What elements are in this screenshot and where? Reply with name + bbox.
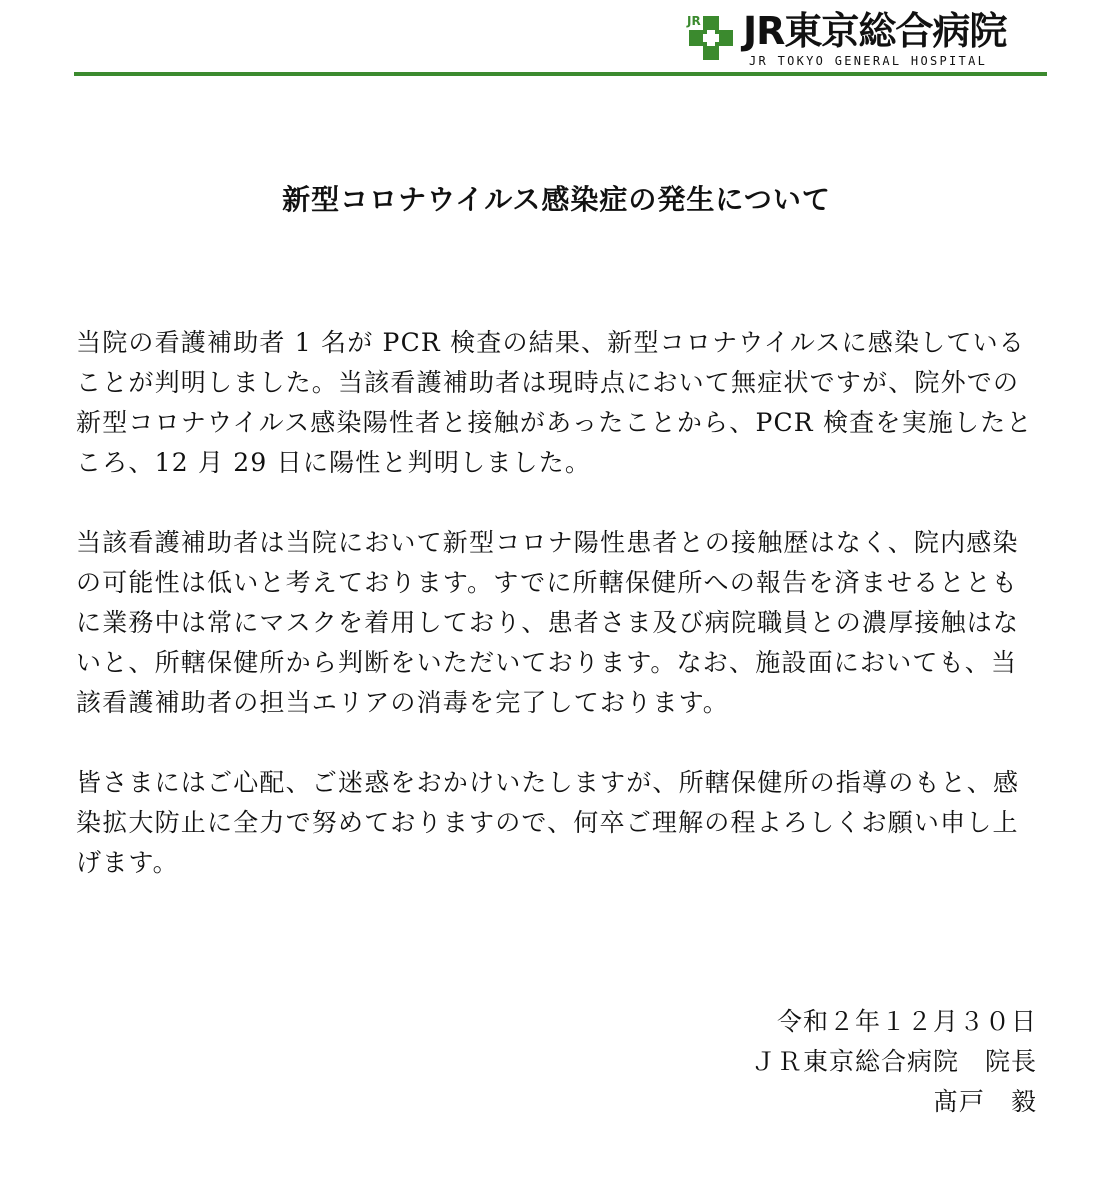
signature-org-line <box>751 1042 1037 1082</box>
signature-organization: ＪＲ東京総合病院 <box>750 1047 959 1076</box>
signature-given-name: 毅 <box>1010 1087 1037 1116</box>
signature-family-name: 髙戸 <box>932 1087 985 1116</box>
paragraph-3: 皆さまにはご心配、ご迷惑をおかけいたしますが、所轄保健所の指導のもと、感染拡大防止に全力で努めておりますので、何卒ご理解の程よろしくお願い申し上げます。 <box>76 768 1020 877</box>
logo-name: JR東京総合病院 <box>743 9 1007 53</box>
page-header <box>74 0 1047 78</box>
hospital-logo <box>681 8 1041 70</box>
signature-name-line <box>751 1082 1037 1122</box>
jr-cross-logo-icon <box>681 10 743 62</box>
paragraph-1: 当院の看護補助者 1 名が PCR 検査の結果、新型コロナウイルスに感染していることが判明しました。当該看護補助者は現時点において無症状ですが、院外での新型コロナウイルス感染陽性者と接触があったことから、PCR 検査を実施したところ、12 月 29 日に陽性と判明しました。 <box>76 328 1033 477</box>
logo-subtitle: JR TOKYO GENERAL HOSPITAL <box>749 54 988 68</box>
header-rule <box>74 72 1047 76</box>
signature-role: 院長 <box>984 1047 1037 1076</box>
svg-text:JR: JR <box>687 14 701 28</box>
notice-title: 新型コロナウイルス感染症の発生について <box>282 183 831 216</box>
notice-body <box>76 323 1042 923</box>
paragraph-2: 当該看護補助者は当院において新型コロナ陽性患者との接触歴はなく、院内感染の可能性は低いと考えております。すでに所轄保健所への報告を済ませるとともに業務中は常にマスクを着用しており、患者さま及び病院職員との濃厚接触はないと、所轄保健所から判断をいただいております。なお、施設面においても、当該看護補助者の担当エリアの消毒を完了しております。 <box>76 528 1020 717</box>
signature-block <box>751 1002 1037 1122</box>
signature-date: 令和２年１２月３０日 <box>776 1007 1037 1036</box>
